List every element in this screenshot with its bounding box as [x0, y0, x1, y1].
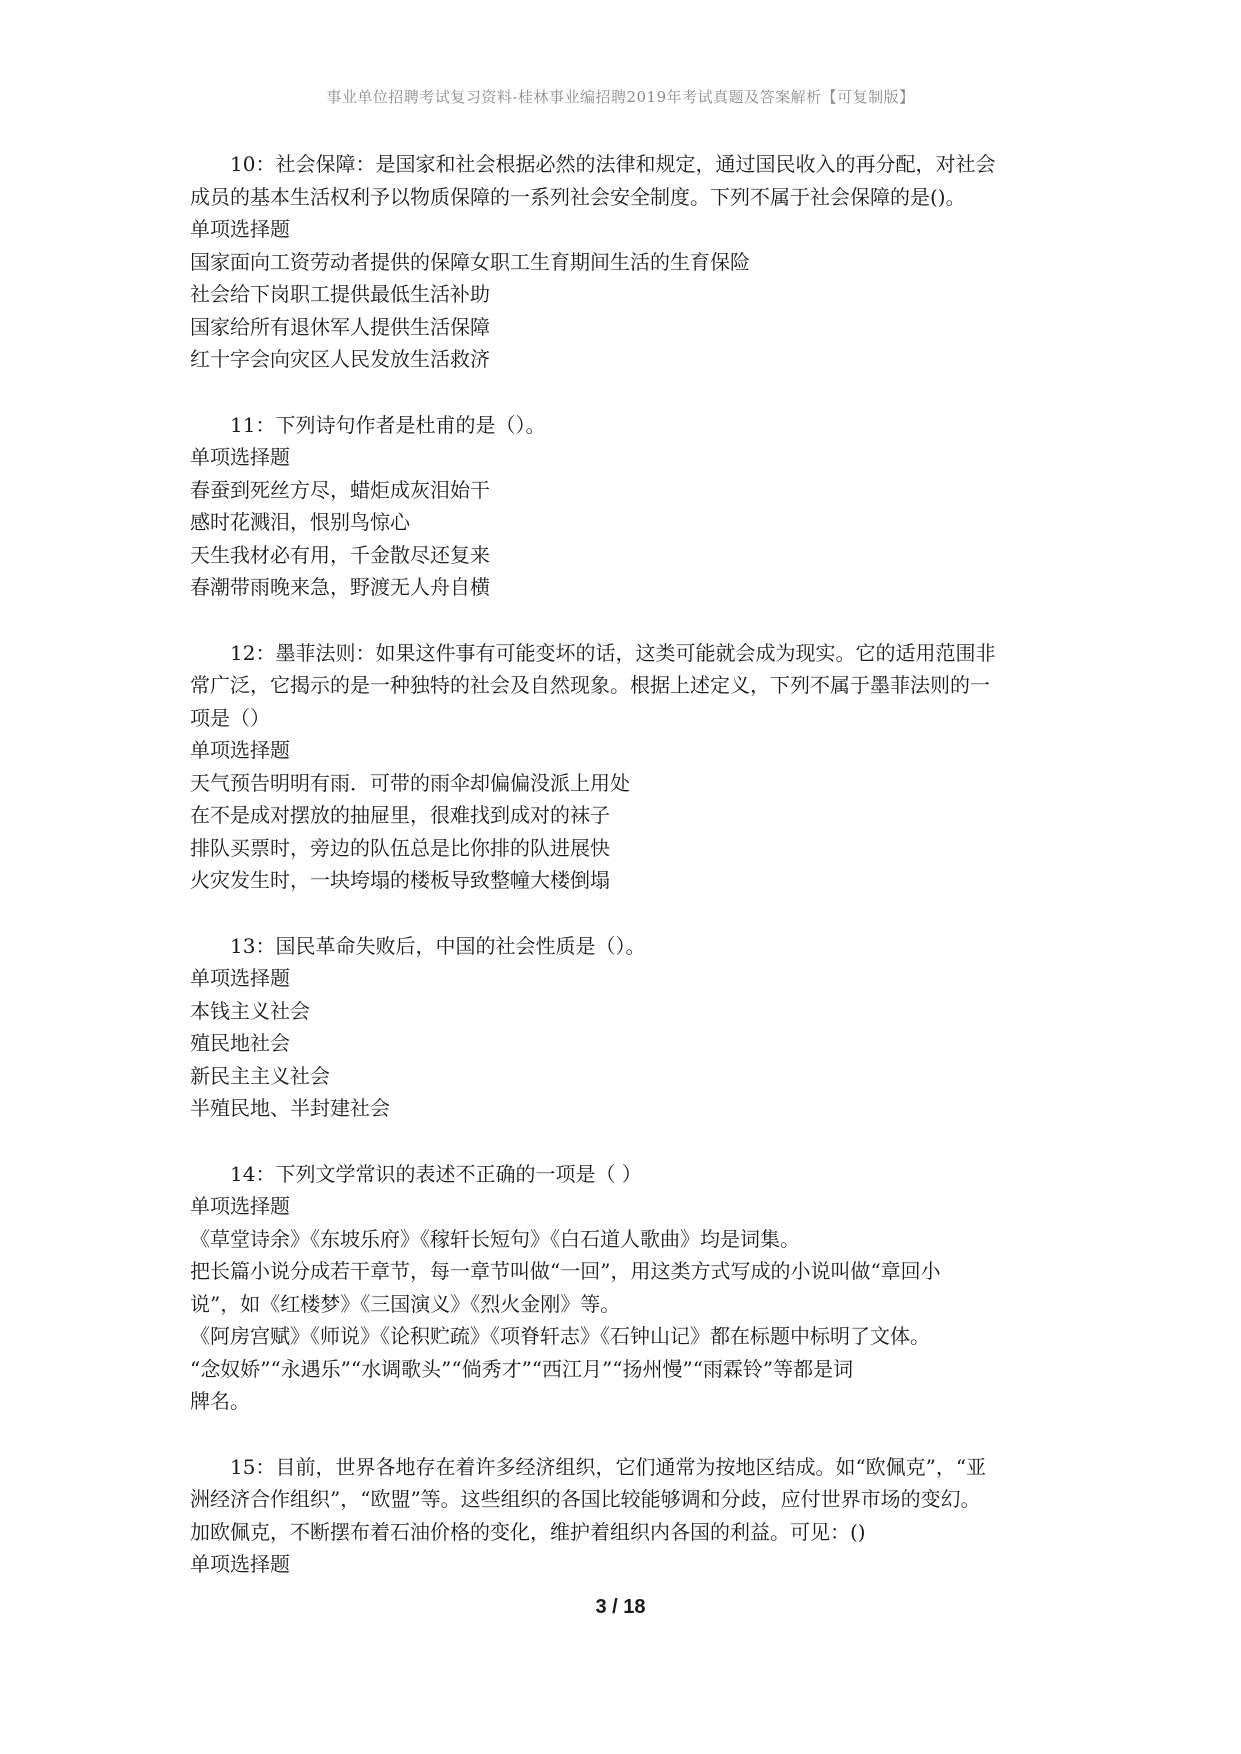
- answer-option: 半殖民地、半封建社会: [190, 1096, 390, 1120]
- question-stem-line: 成员的基本生活权利予以物质保障的一系列社会安全制度。下列不属于社会保障的是()。: [190, 184, 966, 209]
- question-type-label: 单项选择题: [190, 1194, 290, 1218]
- page-total: 18: [623, 1596, 646, 1618]
- page-separator: /: [606, 1596, 624, 1618]
- answer-option: “念奴娇”“永遇乐”“水调歌头”“倘秀才”“西江月”“扬州慢”“雨霖铃”等都是词: [190, 1356, 854, 1381]
- question-stem-line: 13：国民革命失败后，中国的社会性质是（）。: [230, 933, 646, 958]
- answer-option: 新民主主义社会: [190, 1063, 330, 1088]
- question-type-label: 单项选择题: [190, 217, 290, 241]
- answer-option: 殖民地社会: [190, 1031, 290, 1055]
- answer-option: 天气预告明明有雨．可带的雨伞却偏偏没派上用处: [190, 770, 630, 795]
- question-stem-line: 常广泛，它揭示的是一种独特的社会及自然现象。根据上述定义，下列不属于墨菲法则的一: [190, 673, 990, 697]
- answer-option: 国家面向工资劳动者提供的保障女职工生育期间生活的生育保险: [190, 249, 750, 274]
- answer-option: 红十字会向灾区人民发放生活救济: [190, 347, 490, 371]
- answer-option: 感时花溅泪，恨别鸟惊心: [190, 510, 410, 534]
- page-current: 3: [595, 1596, 607, 1618]
- question-stem-line: 洲经济合作组织”，“欧盟”等。这些组织的各国比较能够调和分歧，应付世界市场的变幻。: [190, 1487, 981, 1511]
- answer-option: 火灾发生时，一块垮塌的楼板导致整幢大楼倒塌: [190, 868, 610, 892]
- question-type-label: 单项选择题: [190, 966, 290, 990]
- answer-option: 牌名。: [190, 1389, 250, 1413]
- page-number: [0, 1596, 1241, 1619]
- answer-option: 把长篇小说分成若干章节，每一章节叫做“一回”，用这类方式写成的小说叫做“章回小: [190, 1259, 941, 1283]
- question-type-label: 单项选择题: [190, 738, 290, 762]
- question-block: [190, 930, 1070, 1125]
- question-stem-line: 加欧佩克，不断摆布着石油价格的变化，维护着组织内各国的利益。可见：(): [190, 1519, 866, 1544]
- answer-option: 国家给所有退休军人提供生活保障: [190, 314, 490, 339]
- answer-option: 本钱主义社会: [190, 998, 310, 1023]
- question-block: [190, 637, 1070, 897]
- page-header: 事业单位招聘考试复习资料-桂林事业编招聘2019年考试真题及答案解析【可复制版】: [326, 88, 915, 106]
- question-stem-line: 10：社会保障：是国家和社会根据必然的法律和规定，通过国民收入的再分配，对社会: [230, 152, 996, 176]
- question-block: [190, 148, 1070, 376]
- question-stem-line: 11：下列诗句作者是杜甫的是（）。: [230, 412, 546, 437]
- question-block: [190, 1451, 1070, 1581]
- answer-option: 在不是成对摆放的抽屉里，很难找到成对的袜子: [190, 803, 610, 827]
- answer-option: 排队买票时，旁边的队伍总是比你排的队进展快: [190, 835, 610, 860]
- answer-option: 说”，如《红楼梦》《三国演义》《烈火金刚》等。: [190, 1291, 621, 1316]
- question-block: [190, 1158, 1070, 1418]
- answer-option: 春潮带雨晚来急，野渡无人舟自横: [190, 575, 490, 599]
- question-stem-line: 12：墨菲法则：如果这件事有可能变坏的话，这类可能就会成为现实。它的适用范围非: [230, 640, 996, 665]
- question-type-label: 单项选择题: [190, 445, 290, 469]
- question-stem-line: 15：目前，世界各地存在着许多经济组织，它们通常为按地区结成。如“欧佩克”，“亚: [230, 1454, 987, 1479]
- answer-option: 《草堂诗余》《东坡乐府》《稼轩长短句》《白石道人歌曲》均是词集。: [190, 1226, 800, 1251]
- answer-option: 社会给下岗职工提供最低生活补助: [190, 282, 490, 306]
- question-type-label: 单项选择题: [190, 1552, 290, 1576]
- answer-option: 天生我材必有用，千金散尽还复来: [190, 542, 490, 567]
- answer-option: 《阿房宫赋》《师说》《论积贮疏》《项脊轩志》《石钟山记》都在标题中标明了文体。: [190, 1324, 930, 1348]
- question-stem-line: 14：下列文学常识的表述不正确的一项是（ ）: [230, 1161, 642, 1186]
- question-stem-line: 项是（）: [190, 705, 270, 730]
- question-list: [190, 148, 1070, 1614]
- question-block: [190, 409, 1070, 604]
- answer-option: 春蚕到死丝方尽，蜡炬成灰泪始干: [190, 477, 490, 502]
